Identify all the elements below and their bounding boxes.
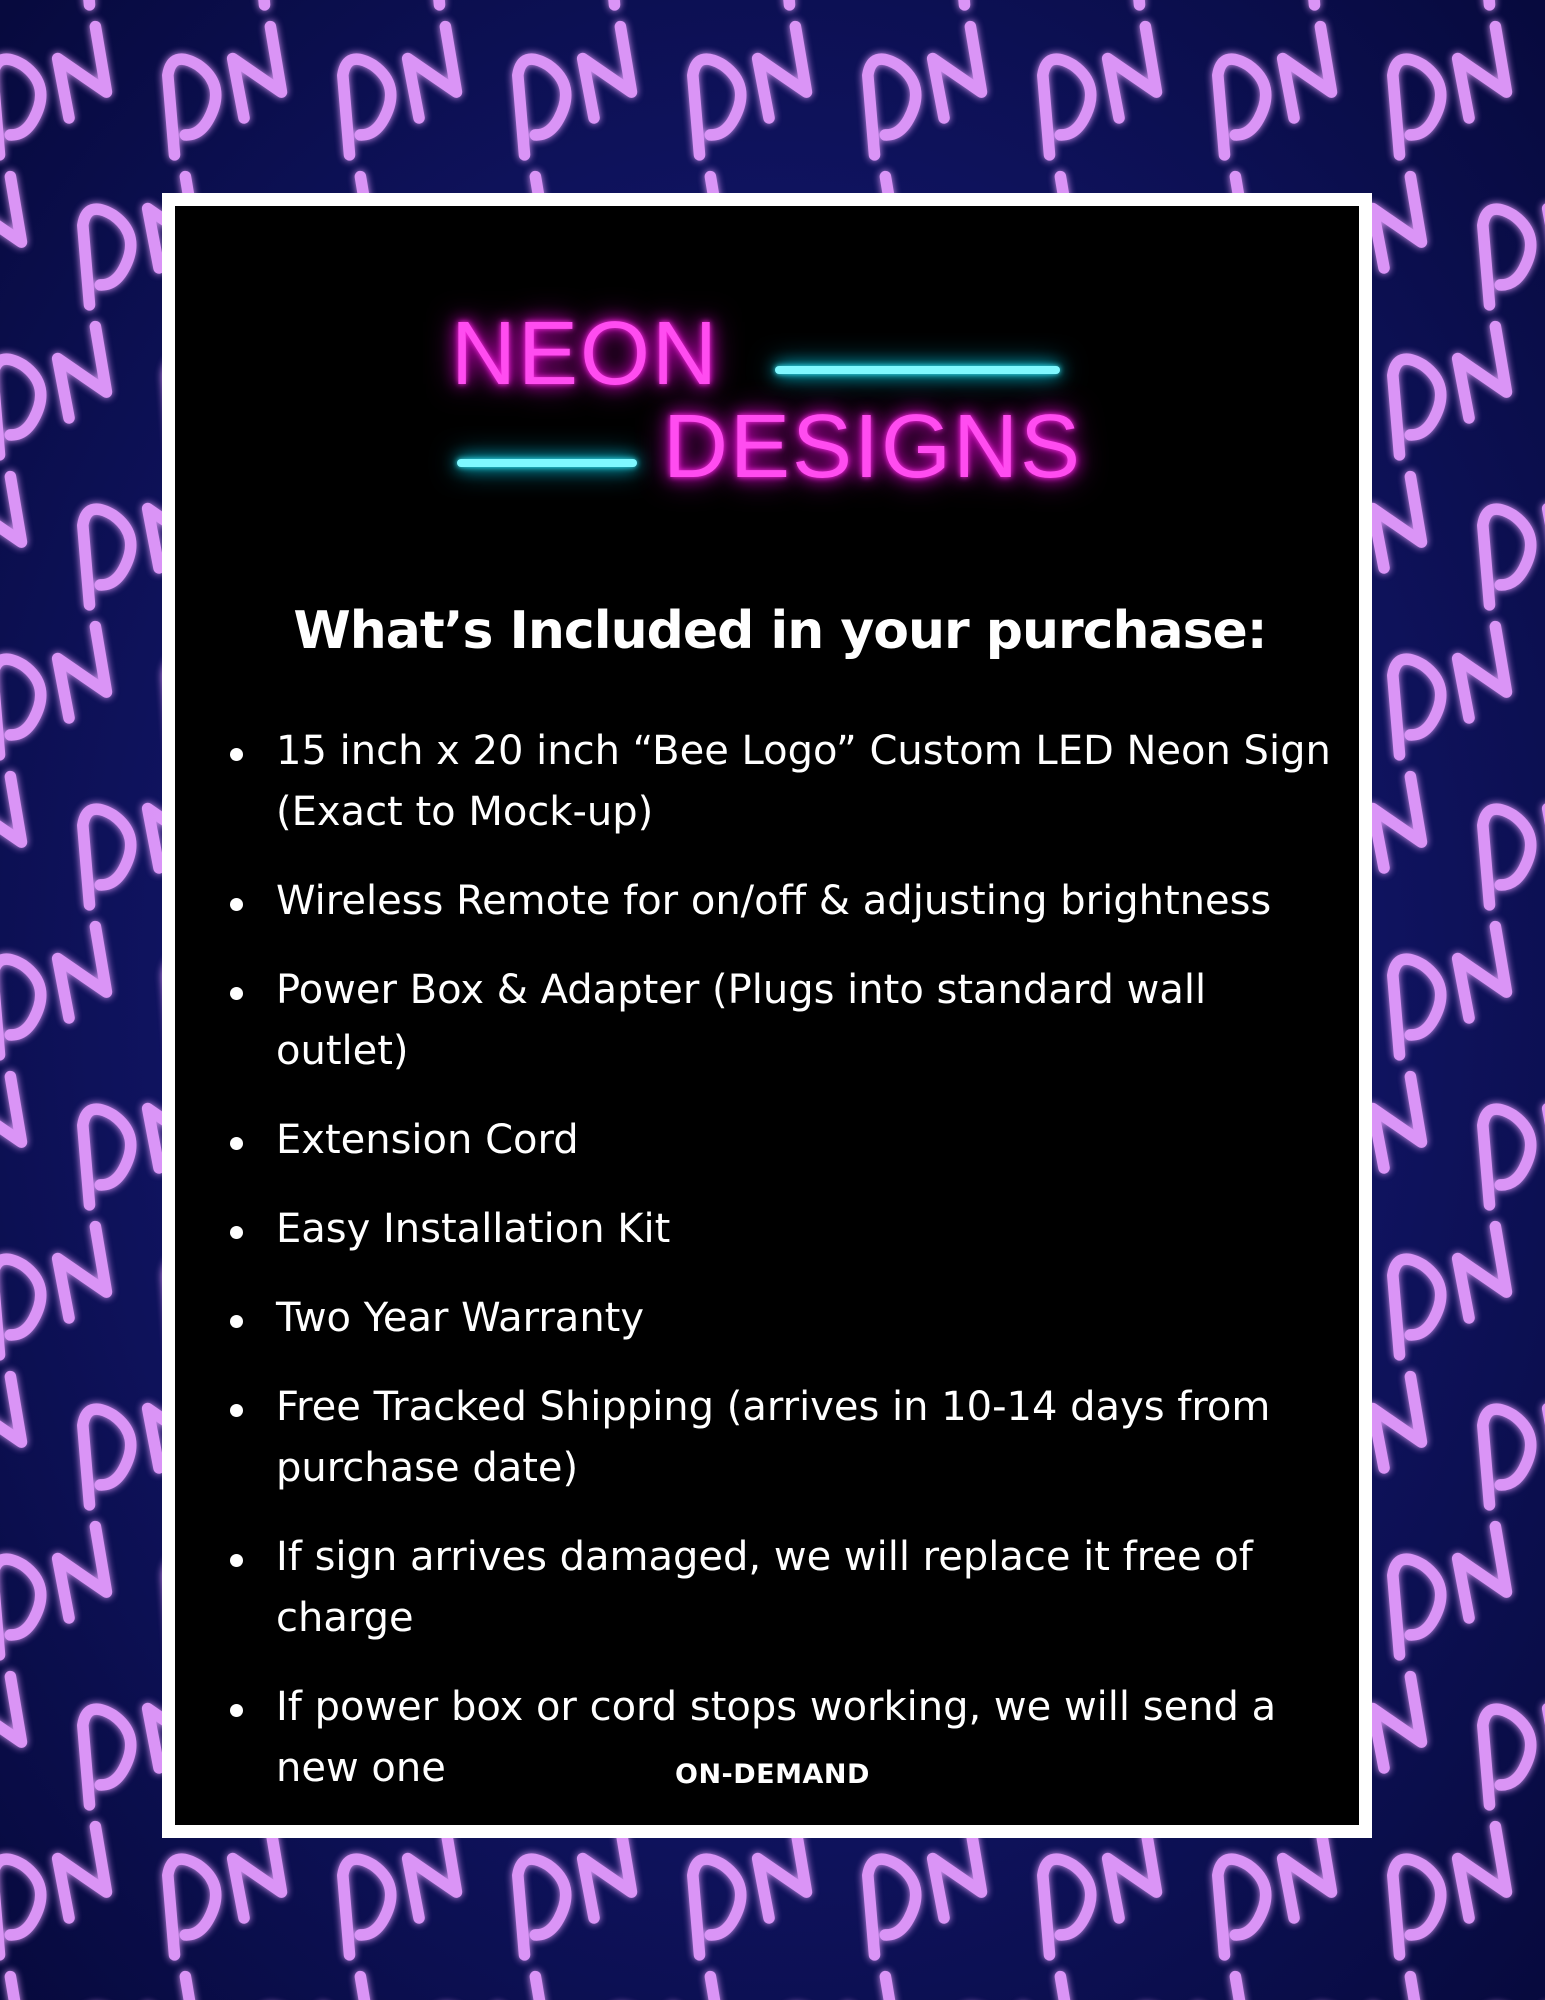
list-item: If sign arrives damaged, we will replace it free of charge: [225, 1527, 1345, 1649]
list-item: Power Box & Adapter (Plugs into standard wall outlet): [225, 960, 1345, 1082]
info-card: [162, 193, 1372, 1838]
list-item: 15 inch x 20 inch “Bee Logo” Custom LED Neon Sign (Exact to Mock-up): [225, 721, 1345, 843]
list-item: Two Year Warranty: [225, 1288, 1345, 1349]
neon-designs-logo: [175, 206, 1385, 536]
included-items-list: [225, 721, 1345, 1827]
page-heading: What’s Included in your purchase:: [293, 601, 1267, 661]
list-item: Free Tracked Shipping (arrives in 10-14 days from purchase date): [225, 1377, 1345, 1499]
list-item: If power box or cord stops working, we will send a new one: [225, 1677, 1345, 1799]
logo-cyan-bar-top: [775, 366, 1060, 374]
footer-brand-text: ON-DEMAND: [675, 1759, 870, 1790]
logo-line-neon: NEON: [451, 304, 720, 404]
logo-line-designs: DESIGNS: [663, 397, 1083, 497]
list-item: Easy Installation Kit: [225, 1199, 1345, 1260]
list-item: Wireless Remote for on/off & adjusting brightness: [225, 871, 1345, 932]
logo-cyan-bar-bottom: [457, 459, 637, 467]
list-item: Extension Cord: [225, 1110, 1345, 1171]
